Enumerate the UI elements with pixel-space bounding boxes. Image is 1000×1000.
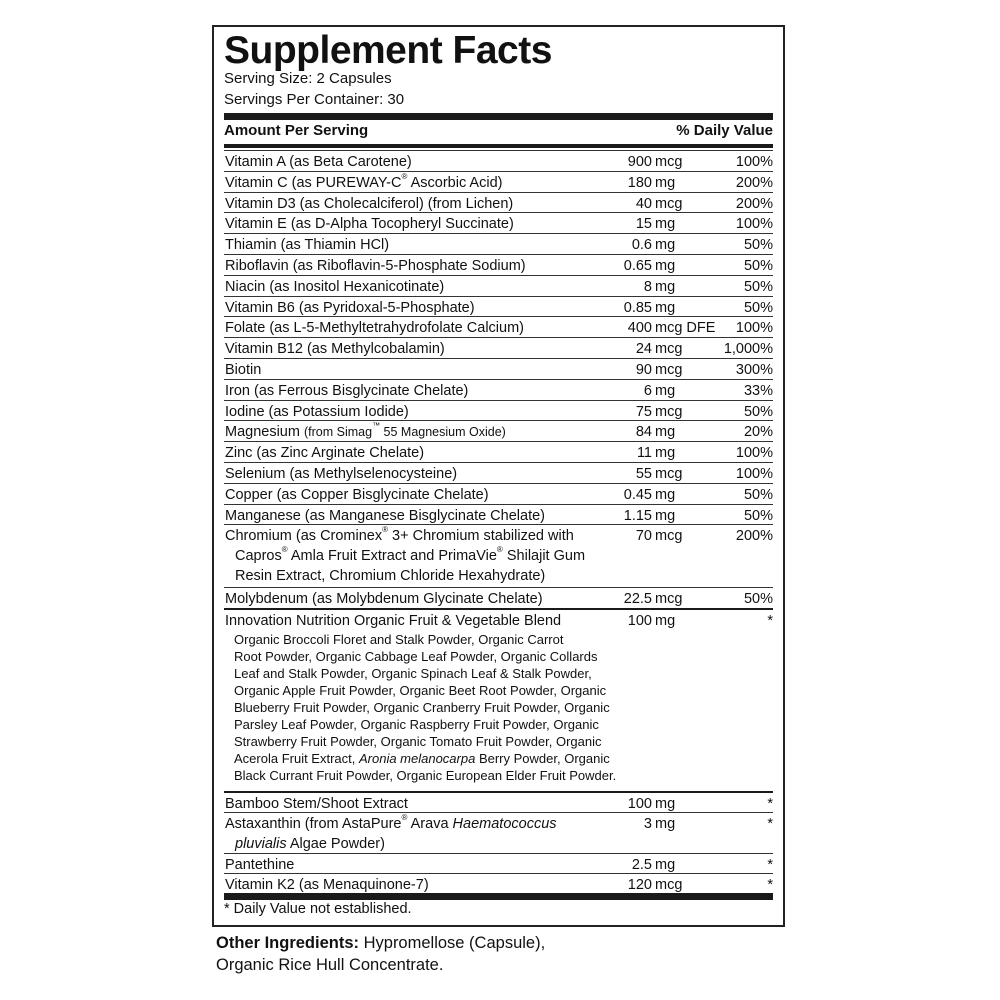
nutrient-daily-value: 200% [735, 174, 773, 191]
nutrient-daily-value: 100% [735, 466, 773, 482]
nutrient-name [225, 814, 620, 854]
serving-size: Serving Size: 2 Capsules [224, 70, 392, 87]
daily-value-header: % Daily Value [676, 122, 773, 139]
nutrient-daily-value: 50% [743, 486, 773, 503]
thick-divider [224, 113, 773, 120]
nutrient-daily-value: 300% [735, 362, 773, 378]
bottom-divider [224, 893, 773, 900]
table-row [224, 587, 773, 608]
blend-ingredient-line: Black Currant Fruit Powder, Organic European Elder Fruit Powder. [234, 768, 617, 784]
nutrient-daily-value: 100% [735, 445, 773, 462]
nutrient-name: Vitamin K2 (as Menaquinone-7) [225, 877, 429, 894]
nutrient-unit: mg [655, 237, 676, 254]
blend-ingredients [234, 631, 634, 785]
nutrient-amount: 180 [627, 174, 652, 191]
blend-ingredient-line: Organic Broccoli Floret and Stalk Powder, Organic Carrot [234, 631, 564, 647]
nutrient-daily-value: 100% [735, 320, 773, 337]
nutrient-amount: 22.5 [623, 590, 652, 607]
panel-title: Supplement Facts [224, 29, 552, 72]
nutrient-amount: 84 [635, 424, 652, 441]
nutrient-amount: 0.85 [623, 299, 652, 316]
other-ingredients-text-2: Organic Rice Hull Concentrate. [216, 956, 444, 974]
nutrient-unit: mcg [655, 877, 683, 894]
table-row [224, 441, 773, 462]
nutrient-amount: 0.6 [631, 237, 652, 254]
nutrient-daily-value: 1,000% [723, 341, 773, 358]
nutrient-daily-value: 20% [743, 424, 773, 441]
nutrient-amount: 55 [635, 466, 652, 482]
nutrient-unit: mg [655, 795, 676, 812]
nutrient-amount: 0.65 [623, 258, 652, 274]
nutrient-daily-value: 50% [743, 258, 773, 274]
table-row [224, 275, 773, 296]
nutrient-daily-value: * [767, 815, 773, 832]
table-row [224, 358, 773, 379]
blend-ingredient-line: Acerola Fruit Extract, Aronia melanocarpa Berry Powder, Organic [234, 751, 610, 767]
nutrient-amount: 11 [636, 445, 652, 462]
nutrient-name: Molybdenum (as Molybdenum Glycinate Chelate) [225, 590, 543, 607]
table-row [224, 483, 773, 504]
nutrient-daily-value: 100% [735, 154, 773, 170]
nutrient-unit: mg [655, 486, 676, 503]
nutrient-daily-value: 200% [735, 195, 773, 212]
servings-per-container: Servings Per Container: 30 [224, 91, 405, 108]
header-divider [224, 144, 773, 148]
nutrient-amount: 90 [635, 362, 652, 378]
other-ingredients-text-1: Hypromellose (Capsule), [359, 934, 546, 952]
nutrient-amount: 900 [627, 154, 652, 170]
nutrient-unit: mg [655, 216, 676, 233]
table-row [224, 171, 773, 192]
nutrient-name [225, 526, 620, 586]
chromium-line-1: Chromium (as Crominex® 3+ Chromium stabilized with [225, 525, 574, 545]
chromium-line-2: Capros® Amla Fruit Extract and PrimaVie® Shilajit Gum [235, 545, 586, 565]
nutrient-unit: mcg [655, 528, 683, 545]
table-row [224, 608, 773, 791]
nutrient-unit: mg [655, 507, 676, 524]
nutrient-unit: mcg [655, 403, 683, 420]
table-row [224, 379, 773, 400]
astaxanthin-line-2: pluvialis Algae Powder) [235, 835, 385, 852]
table-row [224, 296, 773, 317]
supplement-facts-panel [212, 25, 785, 927]
nutrient-unit: mg [655, 299, 676, 316]
nutrient-unit: mcg [655, 154, 683, 170]
amount-per-serving-header: Amount Per Serving [224, 122, 369, 139]
column-header [224, 120, 773, 146]
nutrient-amount: 70 [635, 528, 652, 545]
nutrient-unit: mcg [655, 362, 683, 378]
nutrient-amount: 24 [635, 341, 652, 358]
table-row [224, 337, 773, 358]
table-row [224, 524, 773, 587]
table-row [224, 254, 773, 275]
nutrient-name: Iodine (as Potassium Iodide) [225, 403, 409, 420]
nutrient-name: Vitamin E (as D-Alpha Tocopheryl Succinate) [225, 216, 514, 233]
chromium-line-3: Resin Extract, Chromium Chloride Hexahydrate) [235, 568, 546, 585]
blend-ingredient-line: Root Powder, Organic Cabbage Leaf Powder, Organic Collards [234, 648, 598, 664]
nutrient-amount: 1.15 [623, 507, 652, 524]
nutrient-amount: 120 [627, 877, 652, 894]
other-ingredients [216, 932, 545, 976]
nutrient-amount: 8 [643, 278, 652, 295]
nutrient-unit: mg [655, 856, 676, 873]
table-row [224, 192, 773, 213]
table-row [224, 504, 773, 525]
nutrient-name: Selenium (as Methylselenocysteine) [225, 466, 458, 482]
nutrient-daily-value: 50% [743, 299, 773, 316]
table-row [224, 233, 773, 254]
nutrient-daily-value: 50% [743, 403, 773, 420]
nutrient-amount: 400 [627, 320, 652, 337]
table-row [224, 316, 773, 337]
nutrient-unit: mcg [655, 466, 683, 482]
blend-ingredient-line: Leaf and Stalk Powder, Organic Spinach Leaf & Stalk Powder, [234, 665, 592, 681]
nutrient-unit: mg [655, 612, 676, 629]
nutrient-name: Iron (as Ferrous Bisglycinate Chelate) [225, 382, 469, 399]
nutrient-name: Manganese (as Manganese Bisglycinate Chelate) [225, 507, 545, 524]
table-row [224, 853, 773, 874]
nutrient-amount: 0.45 [623, 486, 652, 503]
other-ingredients-label: Other Ingredients: [216, 934, 360, 952]
nutrient-daily-value: 50% [743, 237, 773, 254]
nutrient-unit: mcg [655, 341, 683, 358]
table-row [224, 400, 773, 421]
nutrient-name: Biotin [225, 362, 262, 378]
nutrient-amount: 100 [627, 795, 652, 812]
nutrient-daily-value: * [767, 795, 773, 812]
nutrient-amount: 75 [635, 403, 652, 420]
nutrient-daily-value: * [767, 877, 773, 894]
table-row [224, 873, 773, 894]
nutrient-amount: 100 [627, 612, 652, 629]
nutrient-name: Folate (as L-5-Methyltetrahydrofolate Calcium) [225, 320, 524, 337]
astaxanthin-line-1: Astaxanthin (from AstaPure® Arava Haematococcus [225, 812, 557, 832]
nutrient-name: Riboflavin (as Riboflavin-5-Phosphate Sodium) [225, 258, 526, 274]
nutrient-name: Copper (as Copper Bisglycinate Chelate) [225, 486, 489, 503]
nutrient-name: Pantethine [225, 856, 295, 873]
nutrient-name: Niacin (as Inositol Hexanicotinate) [225, 278, 445, 295]
nutrient-unit: mcg DFE [655, 320, 716, 337]
nutrient-name: Vitamin A (as Beta Carotene) [225, 154, 412, 170]
nutrient-daily-value: 50% [743, 507, 773, 524]
nutrient-unit: mcg [655, 590, 683, 607]
table-row [224, 791, 773, 812]
nutrient-amount: 15 [635, 216, 652, 233]
table-row [224, 462, 773, 483]
blend-ingredient-line: Blueberry Fruit Powder, Organic Cranberry Fruit Powder, Organic [234, 700, 610, 716]
blend-ingredient-line: Strawberry Fruit Powder, Organic Tomato Fruit Powder, Organic [234, 734, 602, 750]
nutrient-daily-value: * [767, 856, 773, 873]
nutrient-name: Zinc (as Zinc Arginate Chelate) [225, 445, 425, 462]
nutrient-amount: 3 [643, 815, 652, 832]
nutrient-name: Bamboo Stem/Shoot Extract [225, 795, 408, 812]
table-row [224, 150, 773, 171]
nutrient-unit: mg [655, 258, 676, 274]
nutrient-daily-value: 200% [735, 528, 773, 545]
nutrient-daily-value: * [767, 612, 773, 629]
nutrient-daily-value: 50% [743, 278, 773, 295]
nutrient-daily-value: 33% [743, 382, 773, 399]
nutrient-unit: mg [655, 278, 676, 295]
nutrient-daily-value: 50% [743, 590, 773, 607]
nutrient-unit: mg [655, 424, 676, 441]
nutrient-unit: mg [655, 382, 676, 399]
nutrient-unit: mg [655, 815, 676, 832]
blend-ingredient-line: Organic Apple Fruit Powder, Organic Beet Root Powder, Organic [234, 682, 607, 698]
nutrient-unit: mcg [655, 195, 683, 212]
table-row [224, 420, 773, 441]
footnote: * Daily Value not established. [224, 901, 412, 917]
nutrient-name: Vitamin B12 (as Methylcobalamin) [225, 341, 445, 358]
nutrient-amount: 2.5 [631, 856, 652, 873]
nutrient-amount: 6 [643, 382, 652, 399]
nutrient-name: Magnesium (from Simag™ 55 Magnesium Oxide) [225, 421, 506, 441]
nutrient-amount: 40 [635, 195, 652, 212]
nutrient-name: Thiamin (as Thiamin HCl) [225, 237, 390, 254]
nutrient-name: Vitamin B6 (as Pyridoxal-5-Phosphate) [225, 299, 475, 316]
nutrient-name: Vitamin C (as PUREWAY-C® Ascorbic Acid) [225, 171, 503, 191]
nutrient-daily-value: 100% [735, 216, 773, 233]
blend-ingredient-line: Parsley Leaf Powder, Organic Raspberry Fruit Powder, Organic [234, 717, 599, 733]
table-row [224, 212, 773, 233]
nutrient-name: Innovation Nutrition Organic Fruit & Vegetable Blend [225, 612, 562, 629]
nutrient-unit: mg [655, 445, 676, 462]
table-row [224, 812, 773, 853]
nutrient-name: Vitamin D3 (as Cholecalciferol) (from Lichen) [225, 195, 514, 212]
nutrient-unit: mg [655, 174, 676, 191]
